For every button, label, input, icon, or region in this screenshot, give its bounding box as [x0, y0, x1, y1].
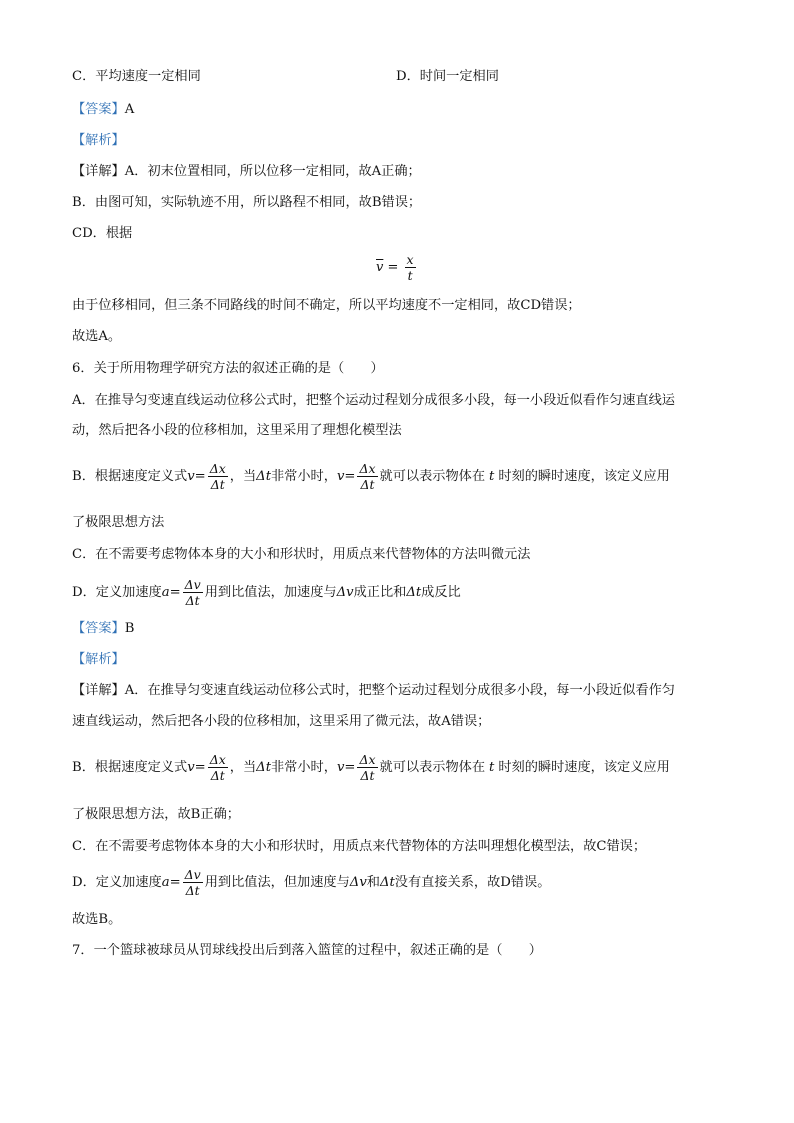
text: D．定义加速度 — [72, 585, 162, 600]
q6-detail-d — [72, 866, 550, 900]
detail-tag: 【详解】 — [72, 164, 125, 179]
text: 时刻的瞬时速度，该定义应用 — [498, 760, 670, 775]
q6-option-c: C．在不需要考虑物体本身的大小和形状时，用质点来代替物体的方法叫微元法 — [72, 547, 531, 562]
q6-answer — [72, 620, 134, 638]
formula-v: $\overline{v}$ — [376, 260, 384, 275]
q6-option-a-line2: 动，然后把各小段的位移相加，这里采用了理想化模型法 — [72, 423, 402, 438]
var-t: t — [489, 469, 495, 484]
q5-option-d: D．时间一定相同 — [396, 69, 499, 84]
num: Δx — [209, 752, 226, 767]
q5-detail-cd: CD．根据 — [72, 226, 133, 241]
fraction-dx-dt — [357, 461, 377, 492]
text: 非常小时， — [271, 760, 337, 775]
var-v: v — [187, 760, 195, 775]
var-a: a — [161, 585, 170, 600]
text: B．根据速度定义式 — [72, 760, 188, 775]
text: D．定义加速度 — [72, 875, 162, 890]
q5-detail-b: B．由图可知，实际轨迹不用，所以路程不相同，故B错误； — [72, 195, 422, 210]
q6-choose: 故选B。 — [72, 912, 122, 927]
num: Δv — [184, 577, 201, 592]
text: 没有直接关系，故D错误。 — [394, 875, 551, 890]
den: Δt — [185, 883, 200, 898]
text: 用到比值法，但加速度与 — [204, 875, 350, 890]
num: Δv — [184, 867, 201, 882]
text: 就可以表示物体在 — [379, 760, 486, 775]
text: 和 — [366, 875, 380, 890]
var-v: v — [336, 760, 345, 775]
eq: = — [169, 875, 181, 890]
text: ，当 — [229, 469, 257, 484]
detail-text: A．在推导匀变速直线运动位移公式时，把整个运动过程划分成很多小段，每一小段近似看作匀 — [124, 683, 675, 698]
q6-detail-b-line1 — [72, 751, 670, 785]
den: Δt — [210, 768, 225, 783]
text: 非常小时， — [271, 469, 337, 484]
eq: = — [194, 760, 206, 775]
text: 用到比值法，加速度与 — [204, 585, 337, 600]
q5-analysis-tag — [72, 132, 125, 150]
fraction-dx-dt — [208, 752, 228, 783]
num: Δx — [359, 752, 376, 767]
answer-tag: 【答案】 — [72, 621, 125, 636]
var-t: t — [489, 760, 495, 775]
q6-detail-c: C．在不需要考虑物体本身的大小和形状时，用质点来代替物体的方法叫理想化模型法，故C错误； — [72, 839, 647, 854]
var-a: a — [161, 875, 170, 890]
detail-text: A．初末位置相同，所以位移一定相同，故A正确； — [124, 164, 421, 179]
var-dv: Δv — [336, 585, 354, 600]
eq: = — [344, 760, 356, 775]
q6-option-b-line2: 了极限思想方法 — [72, 515, 165, 530]
formula-eq: = — [387, 260, 399, 275]
text: ，当 — [229, 760, 257, 775]
formula-num: x — [406, 252, 414, 267]
q5-option-c: C．平均速度一定相同 — [72, 69, 201, 84]
den: Δt — [210, 477, 225, 492]
q6-detail-a-line1 — [72, 682, 675, 700]
text: 时刻的瞬时速度，该定义应用 — [498, 469, 670, 484]
var-dt: Δt — [256, 469, 271, 484]
q6-option-b-line1 — [72, 460, 670, 494]
q7-stem: 7．一个篮球被球员从罚球线投出后到落入篮筐的过程中，叙述正确的是（ ） — [72, 943, 542, 958]
den: Δt — [360, 768, 375, 783]
fraction-dx-dt — [357, 752, 377, 783]
analysis-tag: 【解析】 — [72, 133, 125, 148]
var-v: v — [336, 469, 345, 484]
average-velocity-formula — [376, 252, 418, 283]
num: Δx — [359, 461, 376, 476]
var-dt: Δt — [256, 760, 271, 775]
answer-value: A — [124, 102, 135, 117]
q6-detail-a-line2: 速直线运动，然后把各小段的位移相加，这里采用了微元法，故A错误； — [72, 714, 491, 729]
answer-value: B — [124, 621, 135, 636]
var-dt: Δt — [406, 585, 422, 600]
answer-tag: 【答案】 — [72, 102, 125, 117]
q5-answer — [72, 101, 134, 119]
text: B．根据速度定义式 — [72, 469, 188, 484]
fraction-dv-dt — [183, 577, 203, 608]
formula-den: t — [407, 268, 413, 283]
q6-option-a-line1: A．在推导匀变速直线运动位移公式时，把整个运动过程划分成很多小段，每一小段近似看作匀速直线运 — [72, 393, 675, 408]
q5-detail-a — [72, 163, 421, 181]
num: Δx — [209, 461, 226, 476]
q6-detail-b-line2: 了极限思想方法，故B正确； — [72, 807, 240, 822]
q5-choose: 故选A。 — [72, 329, 122, 344]
q6-option-d — [72, 576, 461, 610]
q6-stem: 6．关于所用物理学研究方法的叙述正确的是（ ） — [72, 361, 384, 376]
analysis-tag: 【解析】 — [72, 652, 125, 667]
formula-fraction — [405, 252, 416, 283]
den: Δt — [185, 593, 200, 608]
text: 就可以表示物体在 — [379, 469, 486, 484]
den: Δt — [360, 477, 375, 492]
var-dv: Δv — [349, 875, 367, 890]
var-v: v — [187, 469, 195, 484]
eq: = — [194, 469, 206, 484]
text: 成反比 — [421, 585, 461, 600]
text: 成正比和 — [353, 585, 407, 600]
q5-detail-cd2: 由于位移相同，但三条不同路线的时间不确定，所以平均速度不一定相同，故CD错误； — [72, 298, 581, 313]
eq: = — [344, 469, 356, 484]
eq: = — [169, 585, 181, 600]
fraction-dx-dt — [208, 461, 228, 492]
fraction-dv-dt — [183, 867, 203, 898]
var-dt: Δt — [379, 875, 395, 890]
q6-analysis-tag — [72, 651, 125, 669]
detail-tag: 【详解】 — [72, 683, 125, 698]
